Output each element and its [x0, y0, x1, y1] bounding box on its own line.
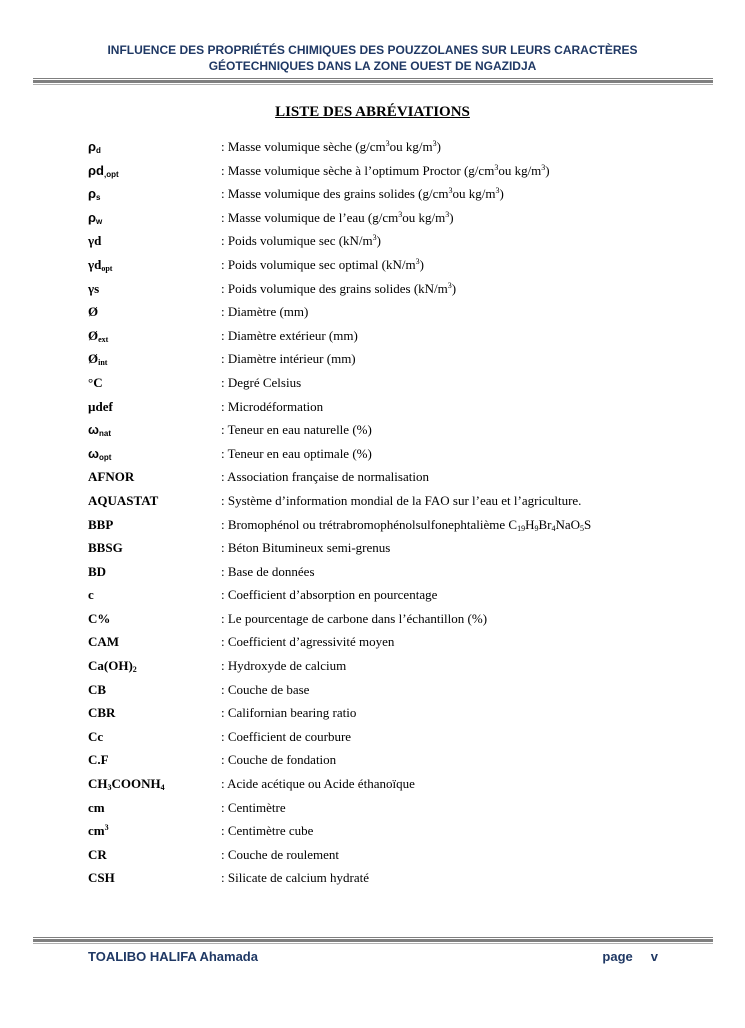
- header-rule: [33, 78, 713, 85]
- abbreviation: [88, 163, 119, 179]
- definition: : Centimètre cube: [221, 823, 314, 839]
- abbreviation: [88, 729, 103, 745]
- definition: : Base de données: [221, 563, 315, 579]
- definition: : Couche de fondation: [221, 752, 337, 768]
- list-item: [88, 302, 708, 326]
- page-title: LISTE DES ABRÉVIATIONS: [275, 104, 470, 120]
- list-item: [88, 326, 708, 350]
- abbreviation-symbol: AFNOR: [88, 469, 135, 485]
- abbreviation-symbol: CAM: [88, 634, 120, 650]
- abbreviation-symbol: C%: [88, 610, 111, 626]
- definition: : Silicate de calcium hydraté: [221, 870, 369, 886]
- header-line-1: INFLUENCE DES PROPRIÉTÉS CHIMIQUES DES POUZZOLANES SUR LEURS CARACTÈRES: [107, 43, 638, 57]
- abbreviation-symbol: Ø: [88, 351, 99, 367]
- definition: : Diamètre (mm): [221, 304, 309, 320]
- abbreviation: [88, 399, 113, 415]
- abbreviation-symbol: Ø: [88, 304, 99, 320]
- definition: : Centimètre: [221, 799, 286, 815]
- list-item: [88, 656, 708, 680]
- abbreviation-symbol: Cc: [88, 728, 104, 744]
- abbreviation: [88, 517, 113, 533]
- footer-rule: [33, 937, 713, 944]
- abbreviation: [88, 351, 107, 367]
- abbreviation-symbol: BBP: [88, 516, 114, 532]
- list-item: [88, 727, 708, 751]
- abbreviation-subscript: opt: [101, 263, 113, 273]
- abbreviation: [88, 328, 108, 344]
- list-item: [88, 703, 708, 727]
- definition: : Acide acétique ou Acide éthanoïque: [221, 776, 415, 792]
- list-item: [88, 562, 708, 586]
- list-item: [88, 349, 708, 373]
- abbreviation-symbol: cm: [88, 799, 105, 815]
- definition: : Microdéformation: [221, 398, 324, 414]
- list-item: [88, 397, 708, 421]
- abbreviation: [88, 375, 103, 391]
- abbreviation-symbol: BBSG: [88, 540, 123, 556]
- definition: : Coefficient de courbure: [221, 728, 352, 744]
- abbreviation: [88, 658, 137, 674]
- definition: : Hydroxyde de calcium: [221, 658, 347, 674]
- abbreviation: [88, 634, 119, 650]
- footer-page-number: v: [650, 949, 658, 964]
- abbreviation: [88, 705, 115, 721]
- definition: : Poids volumique $\sec (kN/m^3)$: [221, 233, 382, 249]
- definition: : Masse volumique sèche à l’optimum Proctor ($g/cm^3ou$ $kg/m^3$): [221, 162, 550, 178]
- list-item: [88, 491, 708, 515]
- definition: : Poids volumique des grains solides $(kN/m^3)$: [221, 280, 457, 296]
- abbreviation-symbol: $cm^3$: [88, 823, 109, 839]
- abbreviation: [88, 847, 107, 863]
- abbreviation-symbol: γd: [88, 256, 102, 272]
- page-footer: [88, 949, 658, 964]
- abbreviation-symbol: c: [88, 587, 94, 603]
- abbreviation: [88, 587, 94, 603]
- abbreviation-symbol: $CH_3COONH_4$: [88, 776, 165, 793]
- abbreviation: [88, 281, 99, 297]
- definition: : Couche de base: [221, 681, 310, 697]
- footer-author: TOALIBO HALIFA Ahamada: [88, 949, 258, 964]
- abbreviation-subscript: nat: [98, 429, 111, 439]
- list-item: [88, 373, 708, 397]
- abbreviation: [88, 446, 111, 462]
- abbreviation-symbol: CB: [88, 681, 107, 697]
- abbreviation-symbol: ρ: [88, 186, 97, 202]
- abbreviation-symbol: ω: [88, 445, 99, 461]
- abbreviation: [88, 493, 158, 509]
- definition: : Californian bearing ratio: [221, 705, 357, 721]
- definition: : Béton Bitumineux semi-grenus: [221, 540, 391, 556]
- list-item: [88, 868, 708, 892]
- abbreviation-symbol: ρd: [88, 162, 104, 178]
- list-item: [88, 632, 708, 656]
- abbreviation: [88, 422, 111, 438]
- abbreviation-symbol: Ø: [88, 327, 99, 343]
- abbreviation-symbol: °C: [88, 374, 103, 390]
- definition: : Le pourcentage de carbone dans l’échantillon (%): [221, 610, 488, 626]
- list-item: [88, 585, 708, 609]
- abbreviation: [88, 186, 101, 202]
- header-line-2: GÉOTECHNIQUES DANS LA ZONE OUEST DE NGAZIDJA: [208, 59, 537, 73]
- abbreviation-subscript: s: [96, 193, 101, 203]
- abbreviation-symbol: C.F: [88, 752, 109, 768]
- abbreviation-symbol: CR: [88, 846, 107, 862]
- definition: : Diamètre intérieur (mm): [221, 351, 356, 367]
- definition: : Masse volumique sèche ($g/cm^3ou$ $kg/m^3$): [221, 139, 441, 154]
- definition: : Poids volumique sec optimal $(kN/m^3)$: [221, 256, 424, 272]
- abbreviation: [88, 304, 98, 320]
- abbreviation-subscript: ext: [98, 334, 109, 344]
- list-item: [88, 821, 708, 845]
- abbreviation-symbol: BD: [88, 563, 107, 579]
- abbreviation-subscript: int: [98, 358, 108, 368]
- definition: : Système d’information mondial de la FAO sur l’eau et l’agriculture.: [221, 492, 582, 508]
- abbreviation: [88, 870, 115, 886]
- abbreviation-symbol: µdef: [88, 398, 113, 414]
- definition: : Masse volumique de l’eau ($g/cm^3ou$ $kg/m^3$): [221, 209, 454, 225]
- definition: : Coefficient d’agressivité moyen: [221, 634, 395, 650]
- definition: : Degré Celsius: [221, 374, 302, 390]
- list-item: [88, 750, 708, 774]
- list-item: [88, 609, 708, 633]
- abbreviation: [88, 564, 106, 580]
- abbreviation-symbol: ρ: [88, 209, 97, 225]
- abbreviation: [88, 682, 106, 698]
- abbreviation-symbol: γd: [88, 233, 102, 249]
- definition: : Teneur en eau optimale (%): [221, 445, 372, 461]
- abbreviation: [88, 823, 109, 839]
- list-item: [88, 444, 708, 468]
- abbreviation-subscript: 2: [132, 665, 137, 675]
- abbreviation-subscript: d: [96, 146, 101, 155]
- definition: : Masse volumique des grains solides ($g/cm^3ou$ $kg/m^3$): [221, 186, 504, 202]
- abbreviation: [88, 800, 105, 816]
- list-item: [88, 137, 708, 161]
- abbreviation-subscript: ,opt: [103, 169, 119, 179]
- list-item: [88, 255, 708, 279]
- abbreviation-symbol: AQUASTAT: [88, 492, 159, 508]
- abbreviation-symbol: CSH: [88, 870, 115, 886]
- list-item: [88, 161, 708, 185]
- definition: : Coefficient d’absorption en pourcentage: [221, 587, 438, 603]
- abbreviation-symbol: ρ: [88, 139, 97, 154]
- list-item: [88, 184, 708, 208]
- abbreviation-list: [88, 137, 708, 892]
- abbreviation-symbol: CBR: [88, 705, 116, 721]
- abbreviation-subscript: opt: [98, 452, 112, 462]
- list-item: [88, 538, 708, 562]
- list-item: [88, 231, 708, 255]
- list-item: [88, 515, 708, 539]
- definition: : Couche de roulement: [221, 846, 340, 862]
- abbreviation-subscript: w: [96, 216, 103, 226]
- footer-page-label: page: [602, 949, 633, 964]
- definition: : Teneur en eau naturelle (%): [221, 422, 372, 438]
- list-item: [88, 774, 708, 798]
- list-item: [88, 845, 708, 869]
- abbreviation: [88, 469, 134, 485]
- abbreviation: [88, 611, 110, 627]
- abbreviation: [88, 540, 123, 556]
- definition: : Bromophénol ou trétrabromophénolsulfonephtalième $C_{19}H_9Br_4NaO_5S$: [221, 516, 592, 533]
- abbreviation: [88, 139, 101, 155]
- running-header: [60, 42, 685, 74]
- abbreviation-symbol: γs: [88, 280, 100, 296]
- abbreviation-symbol: ω: [88, 422, 99, 438]
- list-item: [88, 208, 708, 232]
- abbreviation: [88, 776, 165, 792]
- abbreviation: [88, 257, 112, 273]
- abbreviation: [88, 233, 101, 249]
- list-item: [88, 798, 708, 822]
- abbreviation-symbol: Ca(OH): [88, 658, 133, 674]
- definition: : Diamètre extérieur (mm): [221, 327, 358, 343]
- list-item: [88, 420, 708, 444]
- abbreviation: [88, 752, 109, 768]
- list-item: [88, 279, 708, 303]
- list-item: [88, 680, 708, 704]
- abbreviation: [88, 210, 102, 226]
- list-item: [88, 467, 708, 491]
- definition: : Association française de normalisation: [221, 469, 429, 485]
